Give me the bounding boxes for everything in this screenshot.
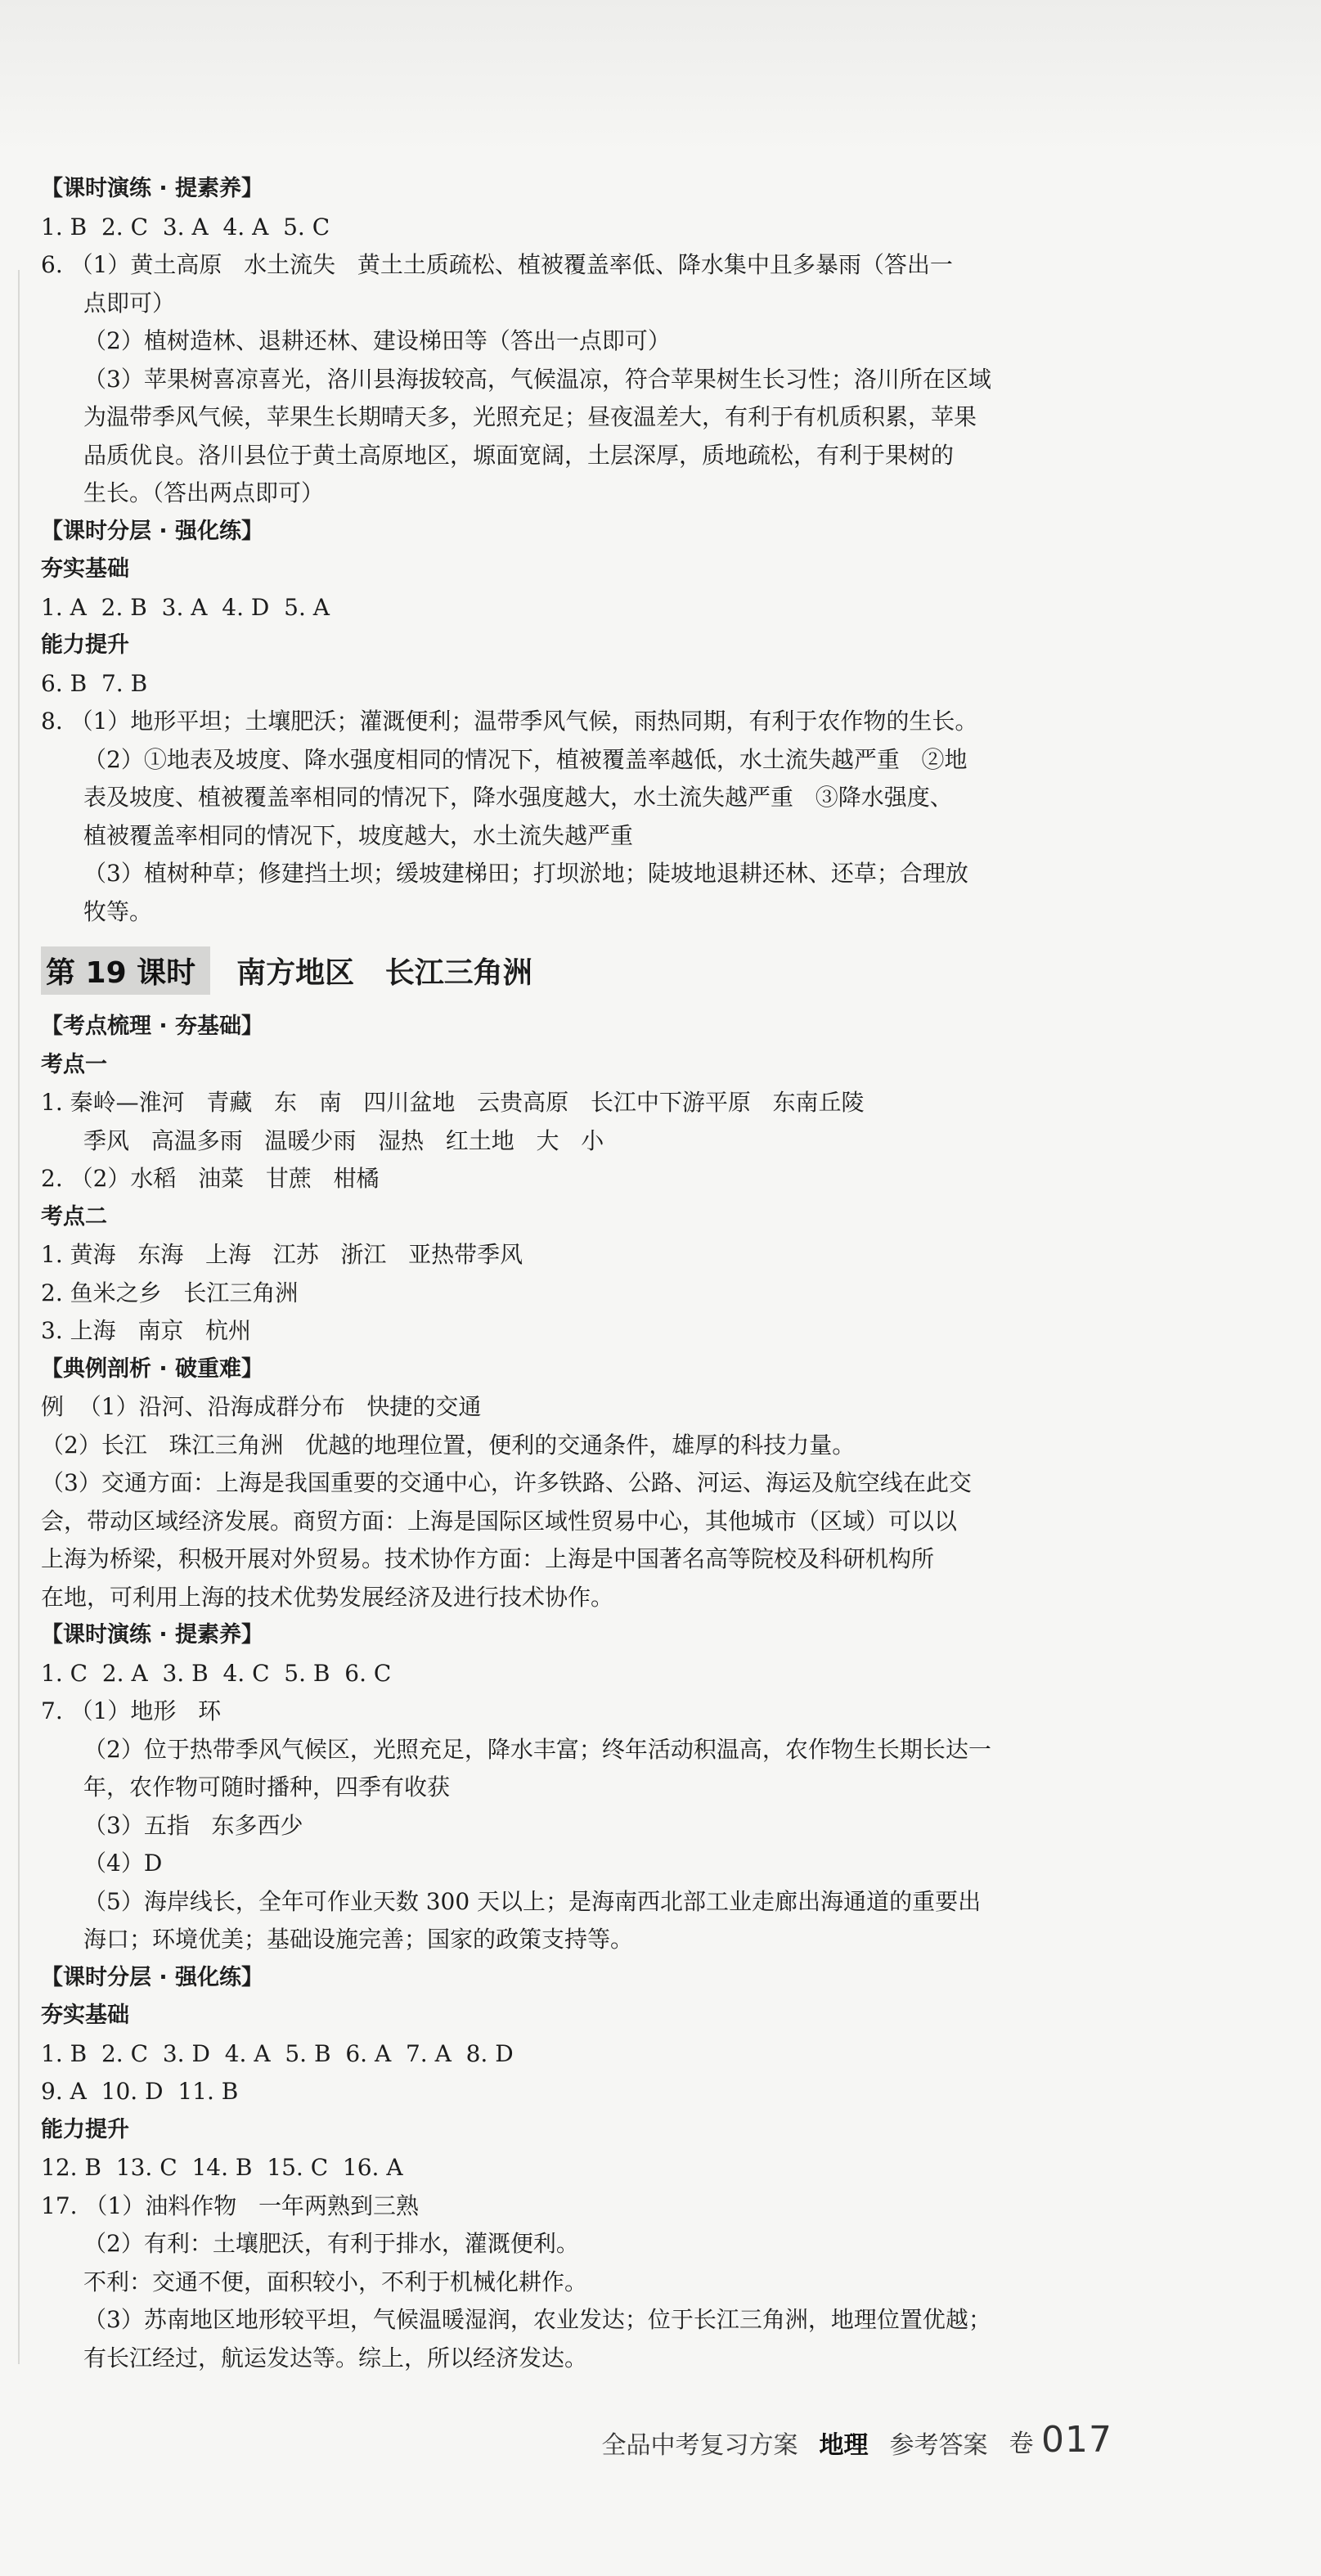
page-number — [1009, 2419, 1112, 2461]
answer-line: 3. 上海 南京 杭州 — [41, 1317, 252, 1344]
answer-line: （2）植树造林、退耕还林、建设梯田等（答出一点即可） — [83, 327, 671, 354]
subheading-basics: 夯实基础 — [41, 556, 129, 582]
answer-line: 牧等。 — [83, 897, 153, 925]
answer-line: 不利：交通不便，面积较小，不利于机械化耕作。 — [83, 2268, 588, 2295]
page-footer — [491, 2412, 1112, 2461]
subject-label: 地理 — [819, 2431, 869, 2460]
binding-edge-rule — [18, 270, 20, 2364]
answer-line: 7. （1）地形 环 — [41, 1697, 222, 1724]
answer-line: 1. B 2. C 3. A 4. A 5. C — [41, 213, 330, 241]
subheading-basics: 夯实基础 — [41, 2003, 129, 2028]
top-margin-shadow — [0, 0, 1321, 155]
section-heading-examples: 【典例剖析 · 破重难】 — [41, 1355, 264, 1382]
section-heading-layered: 【课时分层 · 强化练】 — [41, 1964, 264, 1990]
answer-line: （5）海岸线长，全年可作业天数 300 天以上；是海南西北部工业走廊出海通道的重要出 — [83, 1887, 982, 1915]
section-heading-layered: 【课时分层 · 强化练】 — [41, 518, 264, 544]
answer-line: 17. （1）油料作物 一年两熟到三熟 — [41, 2192, 419, 2219]
chapter-heading — [41, 933, 1104, 1008]
answer-line: 海口；环境优美；基础设施完善；国家的政策支持等。 — [83, 1926, 634, 1953]
answer-line: （4）D — [83, 1850, 163, 1877]
book-series-title: 全品中考复习方案 — [601, 2431, 798, 2460]
answer-line: 12. B 13. C 14. B 15. C 16. A — [41, 2154, 403, 2181]
answer-line: 植被覆盖率相同的情况下，坡度越大，水土流失越严重 — [83, 821, 634, 849]
answer-line: 2. 鱼米之乡 长江三角洲 — [41, 1279, 299, 1306]
page-number-value: 017 — [1041, 2419, 1112, 2461]
answer-line: 6. B 7. B — [41, 669, 148, 697]
answer-line: 1. 秦岭—淮河 青藏 东 南 四川盆地 云贵高原 长江中下游平原 东南丘陵 — [41, 1089, 865, 1116]
subheading-advanced: 能力提升 — [41, 2116, 129, 2142]
answer-line: 为温带季风气候，苹果生长期晴天多，光照充足；昼夜温差大，有利于有机质积累，苹果 — [83, 403, 977, 430]
answer-line: （3）交通方面：上海是我国重要的交通中心，许多铁路、公路、河运、海运及航空线在此交 — [41, 1469, 972, 1496]
section-heading-practice: 【课时演练 · 提素养】 — [41, 176, 264, 201]
answer-line: （3）苹果树喜凉喜光，洛川县海拔较高，气候温凉，符合苹果树生长习性；洛川所在区域 — [83, 365, 991, 393]
section-heading-practice: 【课时演练 · 提素养】 — [41, 1622, 264, 1648]
section-heading-review: 【考点梳理 · 夯基础】 — [41, 1014, 264, 1039]
answer-line: （3）植树种草；修建挡土坝；缓坡建梯田；打坝淤地；陡坡地退耕还林、还草；合理放 — [83, 860, 968, 887]
chapter-number: 第 19 课时 — [41, 946, 210, 995]
answer-line: 会，带动区域经济发展。商贸方面：上海是国际区域性贸易中心，其他城市（区域）可以以 — [41, 1507, 958, 1535]
chapter-title: 南方地区 长江三角洲 — [236, 955, 532, 990]
answer-line: 6. （1）黄土高原 水土流失 黄土土质疏松、植被覆盖率低、降水集中且多暴雨（答出一 — [41, 251, 953, 278]
answer-line: （2）①地表及坡度、降水强度相同的情况下，植被覆盖率越低，水土流失越严重 ②地 — [83, 745, 968, 773]
answer-line: （3）五指 东多西少 — [83, 1811, 303, 1839]
answers-label: 参考答案 — [889, 2431, 988, 2460]
answer-line: （2）有利：土壤肥沃，有利于排水，灌溉便利。 — [83, 2230, 579, 2257]
answer-line: 上海为桥梁，积极开展对外贸易。技术协作方面：上海是中国著名高等院校及科研机构所 — [41, 1545, 935, 1572]
answer-line: 8. （1）地形平坦；土壤肥沃；灌溉便利；温带季风气候，雨热同期，有利于农作物的生长。 — [41, 708, 978, 735]
answer-line: 1. C 2. A 3. B 4. C 5. B 6. C — [41, 1659, 392, 1687]
subheading-advanced: 能力提升 — [41, 632, 129, 658]
answer-line: 有长江经过，航运发达等。综上，所以经济发达。 — [83, 2344, 588, 2371]
answer-line: （3）苏南地区地形较平坦，气候温暖湿润，农业发达；位于长江三角洲，地理位置优越； — [83, 2306, 991, 2333]
answer-line: 生长。（答出两点即可） — [83, 479, 325, 506]
answer-line: （2）位于热带季风气候区，光照充足，降水丰富；终年活动积温高，农作物生长期长达一 — [83, 1735, 991, 1763]
answer-line: 例 （1）沿河、沿海成群分布 快捷的交通 — [41, 1393, 482, 1420]
subheading-point-two: 考点二 — [41, 1203, 107, 1230]
answer-line: 1. A 2. B 3. A 4. D 5. A — [41, 593, 330, 621]
answer-line: 在地，可利用上海的技术优势发展经济及进行技术协作。 — [41, 1583, 614, 1611]
answer-content — [41, 170, 1104, 2377]
answer-line: 年，农作物可随时播种，四季有收获 — [83, 1774, 451, 1801]
answer-line: 1. 黄海 东海 上海 江苏 浙江 亚热带季风 — [41, 1241, 523, 1268]
volume-label: 卷 — [1009, 2430, 1034, 2458]
subheading-point-one: 考点一 — [41, 1051, 107, 1077]
answer-line: 9. A 10. D 11. B — [41, 2078, 239, 2105]
answer-line: 季风 高温多雨 温暖少雨 湿热 红土地 大 小 — [83, 1126, 604, 1154]
answer-line: （2）长江 珠江三角洲 优越的地理位置，便利的交通条件，雄厚的科技力量。 — [41, 1431, 856, 1459]
answer-line: 品质优良。洛川县位于黄土高原地区，塬面宽阔，土层深厚，质地疏松，有利于果树的 — [83, 441, 955, 469]
answer-line: 点即可） — [83, 289, 176, 317]
answer-line: 1. B 2. C 3. D 4. A 5. B 6. A 7. A 8. D — [41, 2039, 514, 2067]
answer-line: 表及坡度、植被覆盖率相同的情况下，降水强度越大，水土流失越严重 ③降水强度、 — [83, 784, 953, 811]
answer-line: 2. （2）水稻 油菜 甘蔗 柑橘 — [41, 1165, 380, 1192]
